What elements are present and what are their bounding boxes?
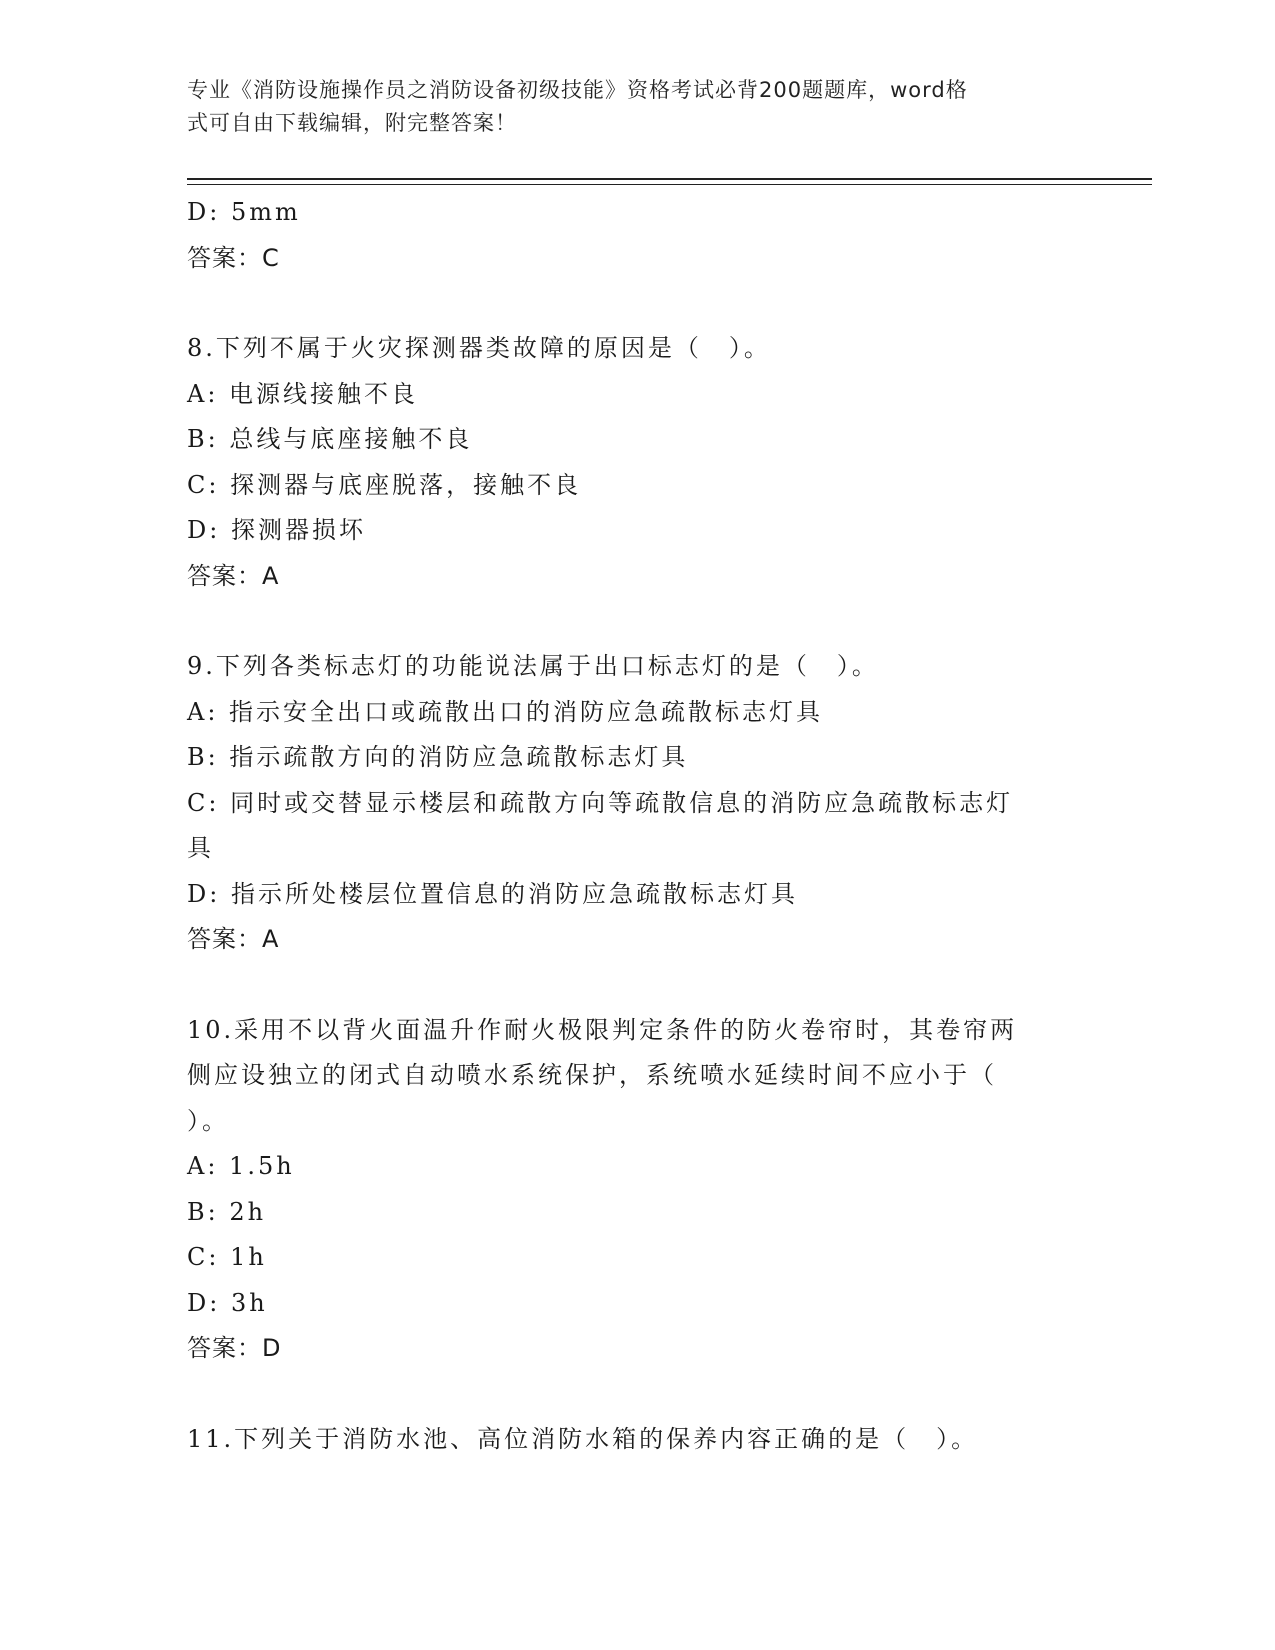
option-d: D: 3h xyxy=(187,1288,268,1317)
answer-line: 答案：A xyxy=(187,561,280,590)
question-8 xyxy=(187,326,1077,599)
previous-question-tail xyxy=(187,190,1077,281)
header-line-1: 专业《消防设施操作员之消防设备初级技能》资格考试必背200题题库，word格 xyxy=(187,78,968,102)
answer-line: 答案：D xyxy=(187,1334,282,1362)
question-9 xyxy=(187,644,1077,963)
option-a: A: 1.5h xyxy=(187,1152,295,1180)
question-stem: 8.下列不属于火灾探测器类故障的原因是（ ）。 xyxy=(187,334,771,362)
option-d: D: 5mm xyxy=(187,198,301,226)
option-c: C: 探测器与底座脱落，接触不良 xyxy=(187,470,582,499)
option-c-continuation: 具 xyxy=(187,834,214,862)
option-c: C: 同时或交替显示楼层和疏散方向等疏散信息的消防应急疏散标志灯 xyxy=(187,788,1014,817)
question-stem-line-2: 侧应设独立的闭式自动喷水系统保护，系统喷水延续时间不应小于（ xyxy=(187,1061,997,1089)
question-list xyxy=(187,190,1077,1462)
question-stem: 11.下列关于消防水池、高位消防水箱的保养内容正确的是（ ）。 xyxy=(187,1424,979,1453)
header-rule-thin xyxy=(187,184,1152,185)
option-c: C: 1h xyxy=(187,1243,267,1271)
option-a: A: 电源线接触不良 xyxy=(187,379,419,408)
question-stem-line-1: 10.采用不以背火面温升作耐火极限判定条件的防火卷帘时，其卷帘两 xyxy=(187,1015,1018,1044)
option-d: D: 探测器损坏 xyxy=(187,516,366,544)
answer-line: 答案：A xyxy=(187,925,280,953)
answer-line: 答案：C xyxy=(187,243,280,272)
question-10 xyxy=(187,1008,1077,1372)
header-rule-thick xyxy=(187,178,1152,180)
option-b: B: 指示疏散方向的消防应急疏散标志灯具 xyxy=(187,743,689,771)
option-b: B: 2h xyxy=(187,1197,267,1226)
question-stem: 9.下列各类标志灯的功能说法属于出口标志灯的是（ ）。 xyxy=(187,652,879,680)
option-d: D: 指示所处楼层位置信息的消防应急疏散标志灯具 xyxy=(187,879,798,908)
document-header xyxy=(187,74,1067,140)
option-a: A: 指示安全出口或疏散出口的消防应急疏散标志灯具 xyxy=(187,697,824,726)
question-11 xyxy=(187,1417,1077,1463)
option-b: B: 总线与底座接触不良 xyxy=(187,425,473,453)
question-stem-line-3: ）。 xyxy=(187,1106,229,1135)
header-line-2: 式可自由下载编辑，附完整答案！ xyxy=(187,111,517,135)
